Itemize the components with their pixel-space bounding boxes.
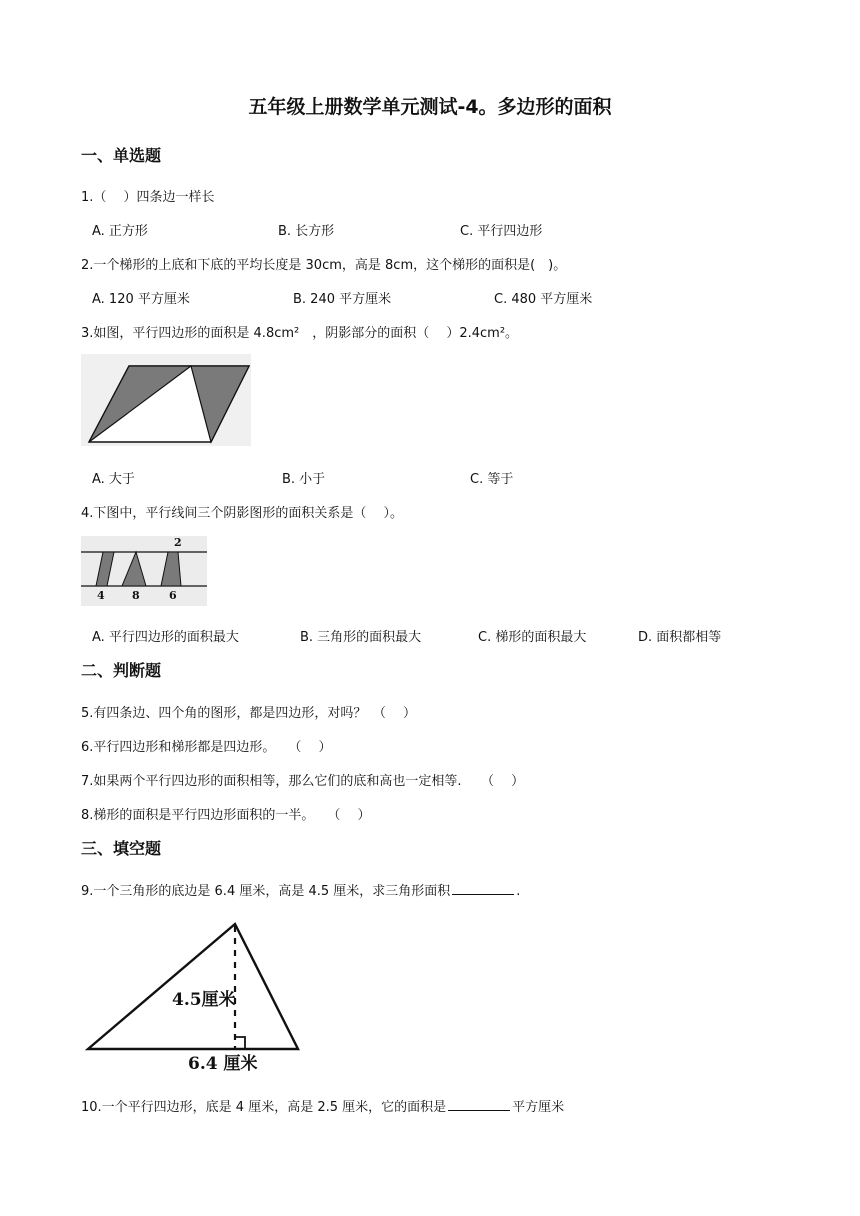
- q3-option-a[interactable]: A. 大于: [92, 472, 135, 487]
- q4-label-top: 2: [174, 536, 182, 549]
- q9-height-label: 4.5厘米: [172, 990, 236, 1010]
- q2-option-c[interactable]: C. 480 平方厘米: [494, 292, 593, 307]
- q9-text-before: 9.一个三角形的底边是 6.4 厘米，高是 4.5 厘米，求三角形面积: [81, 884, 451, 899]
- question-4: 4.下图中，平行线间三个阴影图形的面积关系是（ ）。: [81, 506, 404, 521]
- q2-option-a[interactable]: A. 120 平方厘米: [92, 292, 190, 307]
- question-9: [81, 880, 520, 899]
- q4-option-d[interactable]: D. 面积都相等: [638, 630, 722, 645]
- question-8: 8.梯形的面积是平行四边形面积的一半。 （ ）: [81, 808, 371, 823]
- section-heading-single-choice: 一、单选题: [81, 146, 162, 165]
- q9-triangle-figure: [84, 920, 304, 1074]
- q4-option-b[interactable]: B. 三角形的面积最大: [300, 630, 422, 645]
- q4-option-c[interactable]: C. 梯形的面积最大: [478, 630, 587, 645]
- q9-base-label: 6.4 厘米: [188, 1054, 258, 1074]
- question-6: 6.平行四边形和梯形都是四边形。 （ ）: [81, 740, 332, 755]
- q4-option-a[interactable]: A. 平行四边形的面积最大: [92, 630, 239, 645]
- section-heading-true-false: 二、判断题: [81, 661, 162, 680]
- page-title: 五年级上册数学单元测试-4。多边形的面积: [248, 96, 612, 118]
- q4-shaded-trapezoid: [161, 552, 181, 586]
- q4-shaded-parallelogram: [96, 552, 114, 586]
- section-heading-fill-blank: 三、填空题: [81, 839, 162, 858]
- q4-label-base-1: 4: [97, 589, 105, 602]
- q3-parallelogram-figure: [81, 354, 251, 446]
- question-5: 5.有四条边、四个角的图形，都是四边形，对吗？ （ ）: [81, 706, 417, 721]
- q4-label-base-2: 8: [132, 589, 140, 602]
- q9-text-after: .: [516, 884, 521, 899]
- question-2: 2.一个梯形的上底和下底的平均长度是 30cm，高是 8cm，这个梯形的面积是( )。: [81, 258, 567, 273]
- q9-right-angle-mark: [235, 1037, 245, 1049]
- q4-parallel-lines-figure: [81, 536, 207, 606]
- q9-answer-blank[interactable]: [452, 882, 514, 895]
- q1-option-a[interactable]: A. 正方形: [92, 224, 148, 239]
- q3-option-c[interactable]: C. 等于: [470, 472, 514, 487]
- q1-option-b[interactable]: B. 长方形: [278, 224, 335, 239]
- q10-text-after: 平方厘米: [512, 1100, 565, 1115]
- question-10: [81, 1096, 564, 1115]
- q10-answer-blank[interactable]: [448, 1098, 510, 1111]
- question-3: 3.如图，平行四边形的面积是 4.8cm² ，阴影部分的面积（ ）2.4cm²。: [81, 326, 519, 341]
- q4-label-base-3: 6: [169, 589, 177, 602]
- q4-shaded-triangle: [122, 552, 146, 586]
- q2-option-b[interactable]: B. 240 平方厘米: [293, 292, 392, 307]
- q1-option-c[interactable]: C. 平行四边形: [460, 224, 543, 239]
- q10-text-before: 10.一个平行四边形，底是 4 厘米，高是 2.5 厘米，它的面积是: [81, 1100, 447, 1115]
- question-7: 7.如果两个平行四边形的面积相等，那么它们的底和高也一定相等. （ ）: [81, 774, 525, 789]
- q3-option-b[interactable]: B. 小于: [282, 472, 326, 487]
- question-1: 1.（ ）四条边一样长: [81, 190, 215, 205]
